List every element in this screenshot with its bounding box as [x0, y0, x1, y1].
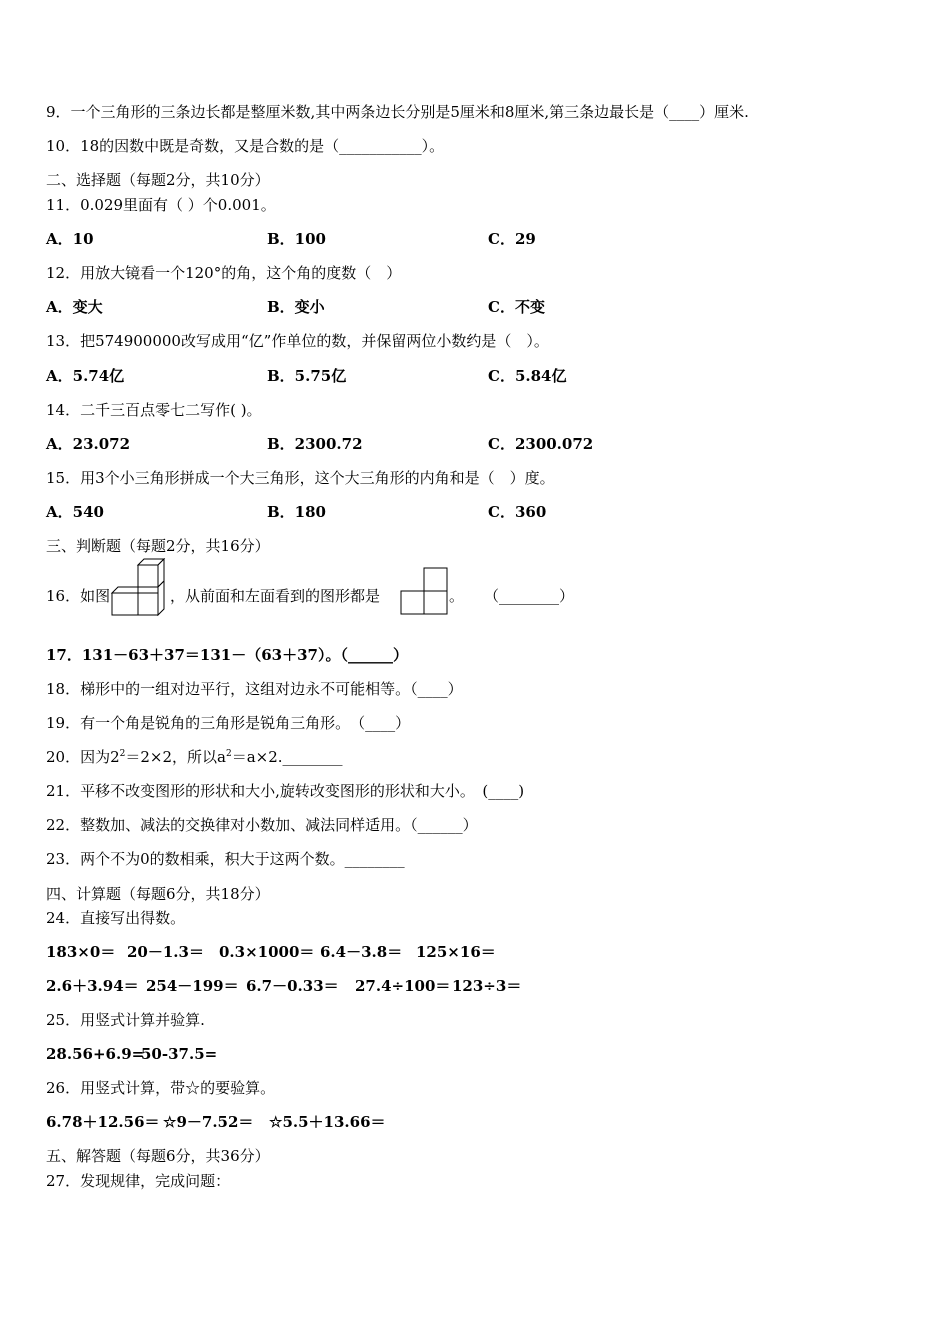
- q20-part-a: 20．因为2: [46, 748, 120, 766]
- option-a: A．540: [46, 503, 104, 521]
- question-9: 9．一个三角形的三条边长都是整厘米数,其中两条边长分别是5厘米和8厘米,第三条边最长是（____）厘米.: [46, 103, 749, 121]
- option-c: C．29: [488, 230, 536, 248]
- question-21: 21．平移不改变图形的形状和大小,旋转改变图形的形状和大小。 (____): [46, 782, 525, 800]
- option-b: B．180: [267, 503, 326, 521]
- section-heading-choice: 二、选择题（每题2分，共10分）: [46, 171, 270, 189]
- question-11: 11．0.029里面有（ ）个0.001。: [46, 196, 276, 214]
- calc-item: 125×16＝: [416, 943, 496, 961]
- calc-item: 2.6＋3.94＝: [46, 977, 139, 995]
- option-b: B．5.75亿: [267, 367, 347, 385]
- question-22: 22．整数加、减法的交换律对小数加、减法同样适用。（______）: [46, 816, 478, 834]
- calc-item: ☆5.5＋13.66＝: [269, 1113, 386, 1131]
- calc-item: 0.3×1000＝: [219, 943, 315, 961]
- q20-part-c: ＝a×2.________: [231, 748, 343, 766]
- q20-exponent-1: 2: [119, 749, 126, 759]
- q20-part-b: ＝2×2，所以a: [125, 748, 226, 766]
- option-c: C．5.84亿: [488, 367, 567, 385]
- calc-item: 6.7－0.33＝: [246, 977, 339, 995]
- question-13: 13．把574900000改写成用“亿”作单位的数，并保留两位小数约是（ ）。: [46, 332, 549, 350]
- section-heading-solve: 五、解答题（每题6分，共36分）: [46, 1147, 270, 1165]
- calc-item: ☆9－7.52＝: [163, 1113, 254, 1131]
- calc-item: 254－199＝: [146, 977, 239, 995]
- q20-exponent-2: 2: [225, 749, 232, 759]
- calc-item: 6.78＋12.56＝: [46, 1113, 160, 1131]
- question-16-prefix: 16．如图: [46, 587, 111, 605]
- cube-stack-figure: [110, 558, 166, 616]
- calc-item: 28.56+6.9=: [46, 1045, 145, 1063]
- question-10: 10．18的因数中既是奇数，又是合数的是（___________）。: [46, 137, 445, 155]
- question-25: 25．用竖式计算并验算.: [46, 1011, 205, 1029]
- option-a: A．10: [46, 230, 94, 248]
- option-a: A．5.74亿: [46, 367, 125, 385]
- question-15: 15．用3个小三角形拼成一个大三角形，这个大三角形的内角和是（ ）度。: [46, 469, 555, 487]
- question-26: 26．用竖式计算，带☆的要验算。: [46, 1079, 276, 1097]
- option-a: A．变大: [46, 298, 103, 316]
- question-27: 27．发现规律，完成问题：: [46, 1172, 231, 1190]
- front-view-figure: [399, 567, 449, 615]
- question-17: 17．131－63＋37＝131－（63＋37）。（______）: [46, 646, 408, 664]
- option-b: B．100: [267, 230, 326, 248]
- question-24: 24．直接写出得数。: [46, 909, 186, 927]
- option-c: C．2300.072: [488, 435, 594, 453]
- option-b: B．2300.72: [267, 435, 363, 453]
- question-12: 12．用放大镜看一个120°的角，这个角的度数（ ）: [46, 264, 402, 282]
- option-a: A．23.072: [46, 435, 131, 453]
- question-16-end: 。: [449, 587, 465, 605]
- question-20: [46, 747, 343, 767]
- option-c: C．不变: [488, 298, 545, 316]
- calc-item: 27.4÷100＝: [355, 977, 451, 995]
- option-b: B．变小: [267, 298, 325, 316]
- question-14: 14．二千三百点零七二写作( )。: [46, 401, 262, 419]
- question-16-middle: ，从前面和左面看到的图形都是: [170, 587, 381, 605]
- section-heading-calc: 四、计算题（每题6分，共18分）: [46, 885, 270, 903]
- calc-item: 6.4－3.8＝: [320, 943, 403, 961]
- calc-item: 20－1.3＝: [127, 943, 204, 961]
- calc-item: 123÷3＝: [452, 977, 522, 995]
- question-23: 23．两个不为0的数相乘，积大于这两个数。________: [46, 850, 405, 868]
- question-19: 19．有一个角是锐角的三角形是锐角三角形。 （____）: [46, 714, 411, 732]
- calc-item: 50-37.5=: [141, 1045, 218, 1063]
- section-heading-judge: 三、判断题（每题2分，共16分）: [46, 537, 270, 555]
- question-18: 18．梯形中的一组对边平行，这组对边永不可能相等。（____）: [46, 680, 463, 698]
- option-c: C．360: [488, 503, 547, 521]
- answer-blank[interactable]: （________）: [484, 587, 575, 605]
- calc-item: 183×0＝: [46, 943, 116, 961]
